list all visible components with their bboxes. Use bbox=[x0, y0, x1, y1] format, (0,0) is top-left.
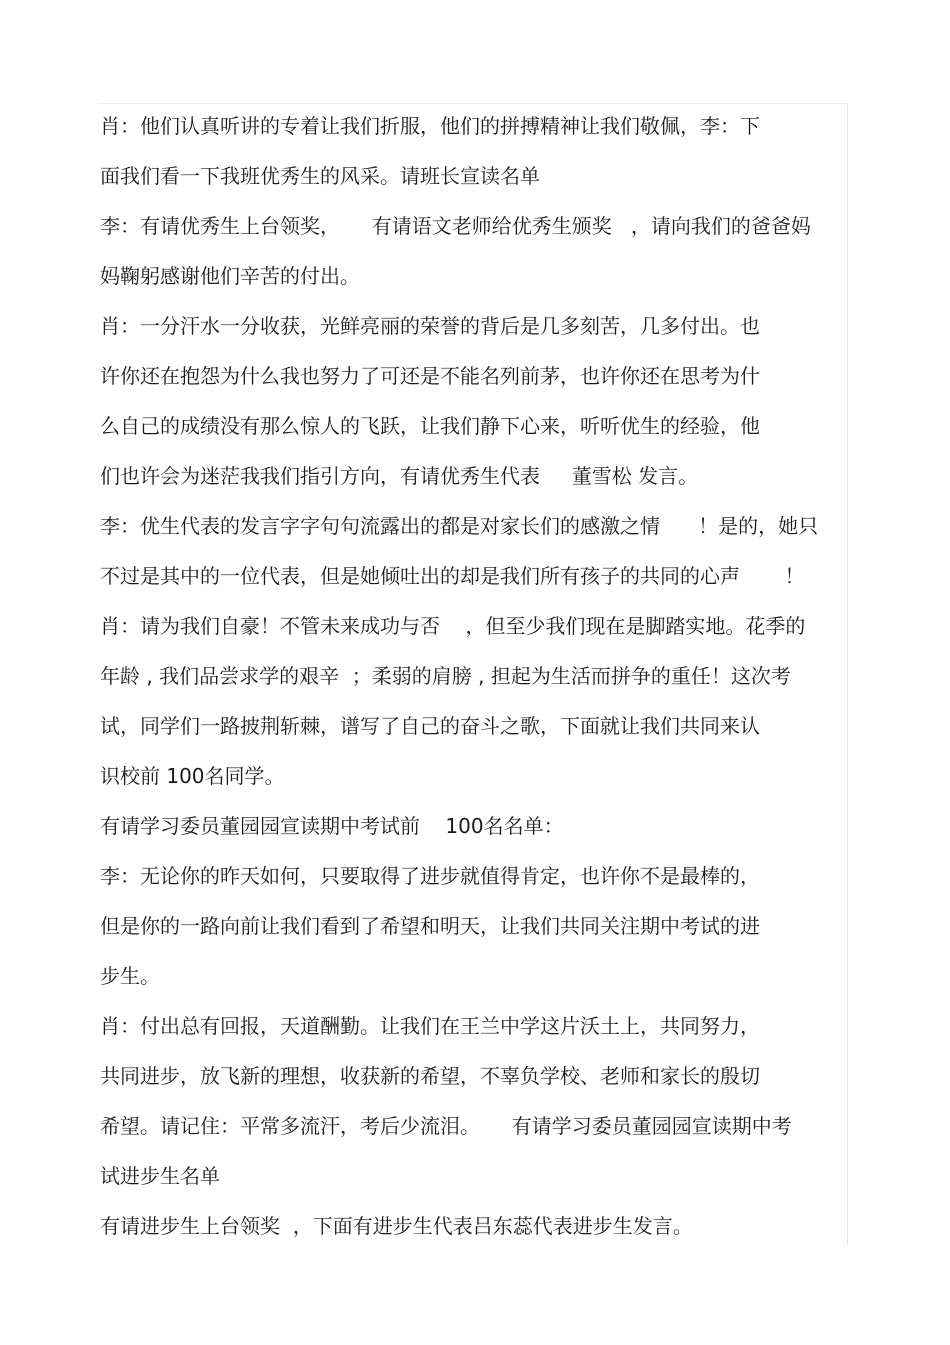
page-frame-right-border bbox=[847, 103, 848, 1245]
text-line: 但是你的一路向前让我们看到了希望和明天，让我们共同关注期中考试的进 bbox=[100, 914, 760, 938]
text-line: 妈鞠躬感谢他们辛苦的付出。 bbox=[100, 264, 360, 288]
text-line: 步生。 bbox=[100, 964, 160, 988]
text-line: 有请学习委员董园园宣读期中考试前 100名名单： bbox=[100, 814, 564, 838]
document-body bbox=[100, 111, 845, 1261]
text-line: 面我们看一下我班优秀生的风采。请班长宣读名单 bbox=[100, 164, 540, 188]
text-line: 肖：一分汗水一分收获，光鲜亮丽的荣誉的背后是几多刻苦，几多付出。也 bbox=[100, 314, 760, 338]
text-line: 么自己的成绩没有那么惊人的飞跃，让我们静下心来，听听优生的经验，他 bbox=[100, 414, 760, 438]
text-line: 李：优生代表的发言字字句句流露出的都是对家长们的感激之情 ！是的，她只 bbox=[100, 514, 819, 538]
text-line: 有请进步生上台领奖 ，下面有进步生代表吕东蕊代表进步生发言。 bbox=[100, 1214, 693, 1238]
text-line: 希望。请记住：平常多流汗，考后少流泪。 有请学习委员董园园宣读期中考 bbox=[100, 1114, 792, 1138]
text-line: 们也许会为迷茫我我们指引方向，有请优秀生代表 董雪松 发言。 bbox=[100, 464, 699, 488]
text-line: 肖：请为我们自豪！不管未来成功与否 ，但至少我们现在是脚踏实地。花季的 bbox=[100, 614, 806, 638]
text-line: 李：无论你的昨天如何，只要取得了进步就值得肯定，也许你不是最棒的， bbox=[100, 864, 760, 888]
text-line: 不过是其中的一位代表，但是她倾吐出的却是我们所有孩子的共同的心声 ！ bbox=[100, 564, 805, 588]
text-line: 试进步生名单 bbox=[100, 1164, 220, 1188]
text-line: 试，同学们一路披荆斩棘，谱写了自己的奋斗之歌，下面就让我们共同来认 bbox=[100, 714, 760, 738]
text-line: 识校前 100名同学。 bbox=[100, 764, 285, 788]
page-frame-top-border bbox=[98, 103, 848, 104]
text-line: 李：有请优秀生上台领奖， 有请语文老师给优秀生颁奖 ，请向我们的爸爸妈 bbox=[100, 214, 811, 238]
text-line: 共同进步，放飞新的理想，收获新的希望，不辜负学校、老师和家长的殷切 bbox=[100, 1064, 760, 1088]
text-line: 许你还在抱怨为什么我也努力了可还是不能名列前茅，也许你还在思考为什 bbox=[100, 364, 760, 388]
text-line: 肖：他们认真听讲的专着让我们折服，他们的拼搏精神让我们敬佩，李：下 bbox=[100, 114, 760, 138]
text-line: 肖：付出总有回报，天道酬勤。让我们在王兰中学这片沃土上，共同努力， bbox=[100, 1014, 760, 1038]
text-line: 年龄 , 我们品尝求学的艰辛 ；柔弱的肩膀 , 担起为生活而拼争的重任！这次考 bbox=[100, 664, 791, 688]
